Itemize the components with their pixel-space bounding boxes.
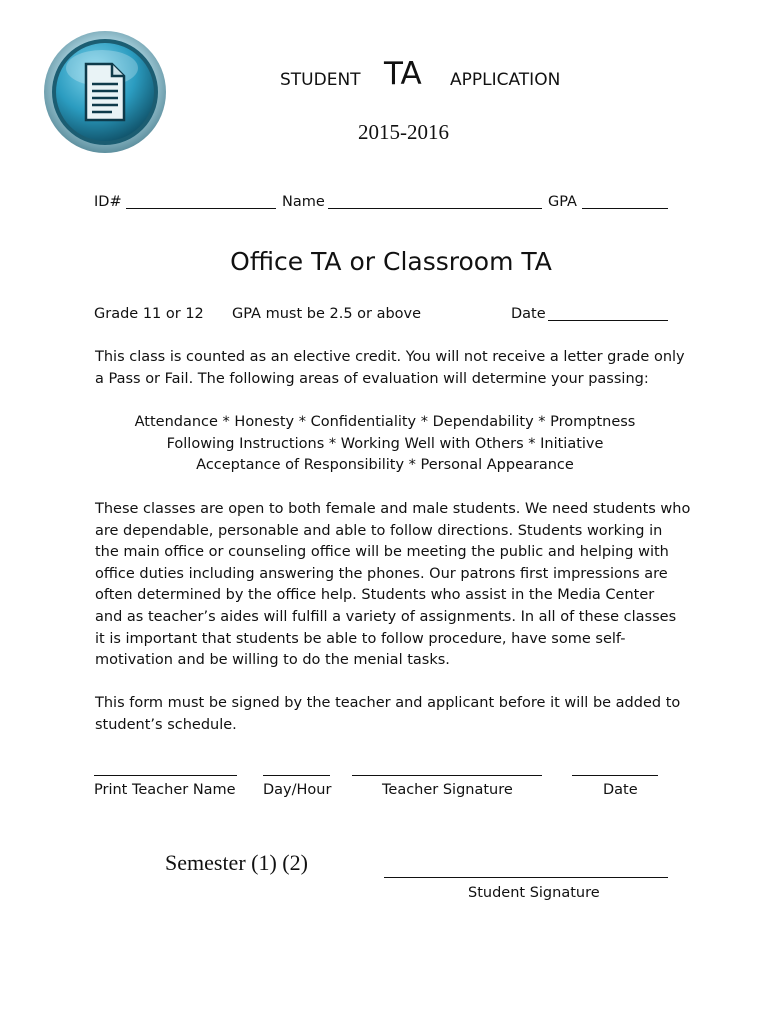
criteria-line-2: Following Instructions * Working Well with Others * Initiative bbox=[166, 436, 604, 452]
intro-line-2: a Pass or Fail. The following areas of evaluation will determine your passing: bbox=[95, 370, 649, 387]
print-teacher-blank[interactable] bbox=[94, 775, 237, 776]
id-blank[interactable] bbox=[126, 208, 276, 209]
criteria-line-1: Attendance * Honesty * Confidentiality * Dependability * Promptness bbox=[134, 414, 636, 430]
day-hour-label: Day/Hour bbox=[263, 782, 332, 798]
description-line: are dependable, personable and able to follow directions. Students working in bbox=[95, 522, 663, 539]
description-line: the main office or counseling office will be meeting the public and helping with bbox=[95, 544, 669, 561]
description-line: and as teacher’s aides will fulfill a variety of assignments. In all of these classes bbox=[95, 608, 677, 625]
print-teacher-label: Print Teacher Name bbox=[94, 782, 236, 798]
description-paragraph bbox=[95, 499, 715, 672]
student-signature-label: Student Signature bbox=[468, 885, 600, 901]
signature-note bbox=[95, 693, 715, 736]
description-line: These classes are open to both female and male students. We need students who bbox=[95, 501, 691, 517]
description-line: office duties including answering the phones. Our patrons first impressions are bbox=[95, 565, 668, 582]
description-line: often determined by the office help. Students who assist in the Media Center bbox=[95, 587, 655, 604]
name-label: Name bbox=[282, 194, 325, 210]
date-label: Date bbox=[511, 306, 546, 322]
document-logo-icon bbox=[42, 26, 168, 158]
teacher-date-blank[interactable] bbox=[572, 775, 658, 776]
gpa-requirement: GPA must be 2.5 or above bbox=[232, 306, 422, 322]
gpa-label: GPA bbox=[548, 194, 577, 210]
semester-options: Semester (1) (2) bbox=[165, 850, 308, 875]
date-blank[interactable] bbox=[548, 320, 668, 321]
header-ta: TA bbox=[384, 56, 422, 92]
criteria-line-3: Acceptance of Responsibility * Personal Appearance bbox=[196, 457, 574, 473]
header-application: APPLICATION bbox=[450, 70, 561, 90]
intro-paragraph bbox=[95, 347, 715, 390]
intro-line-1: This class is counted as an elective credit. You will not receive a letter grade only bbox=[95, 349, 685, 365]
gpa-blank[interactable] bbox=[582, 208, 668, 209]
student-signature-blank[interactable] bbox=[384, 877, 668, 878]
teacher-date-label: Date bbox=[603, 782, 638, 798]
description-line: motivation and be willing to do the menial tasks. bbox=[95, 652, 450, 669]
grade-options: Grade 11 or 12 bbox=[94, 306, 204, 322]
header-student: STUDENT bbox=[280, 70, 361, 90]
signature-note-line-2: student’s schedule. bbox=[95, 716, 237, 733]
day-hour-blank[interactable] bbox=[263, 775, 330, 776]
teacher-signature-label: Teacher Signature bbox=[382, 782, 513, 798]
description-line: it is important that students be able to follow procedure, have some self- bbox=[95, 630, 626, 647]
name-blank[interactable] bbox=[328, 208, 542, 209]
school-year: 2015-2016 bbox=[358, 120, 449, 144]
teacher-signature-blank[interactable] bbox=[352, 775, 542, 776]
id-label: ID# bbox=[94, 194, 122, 210]
form-title: Office TA or Classroom TA bbox=[230, 247, 552, 276]
signature-note-line-1: This form must be signed by the teacher and applicant before it will be added to bbox=[95, 695, 681, 711]
